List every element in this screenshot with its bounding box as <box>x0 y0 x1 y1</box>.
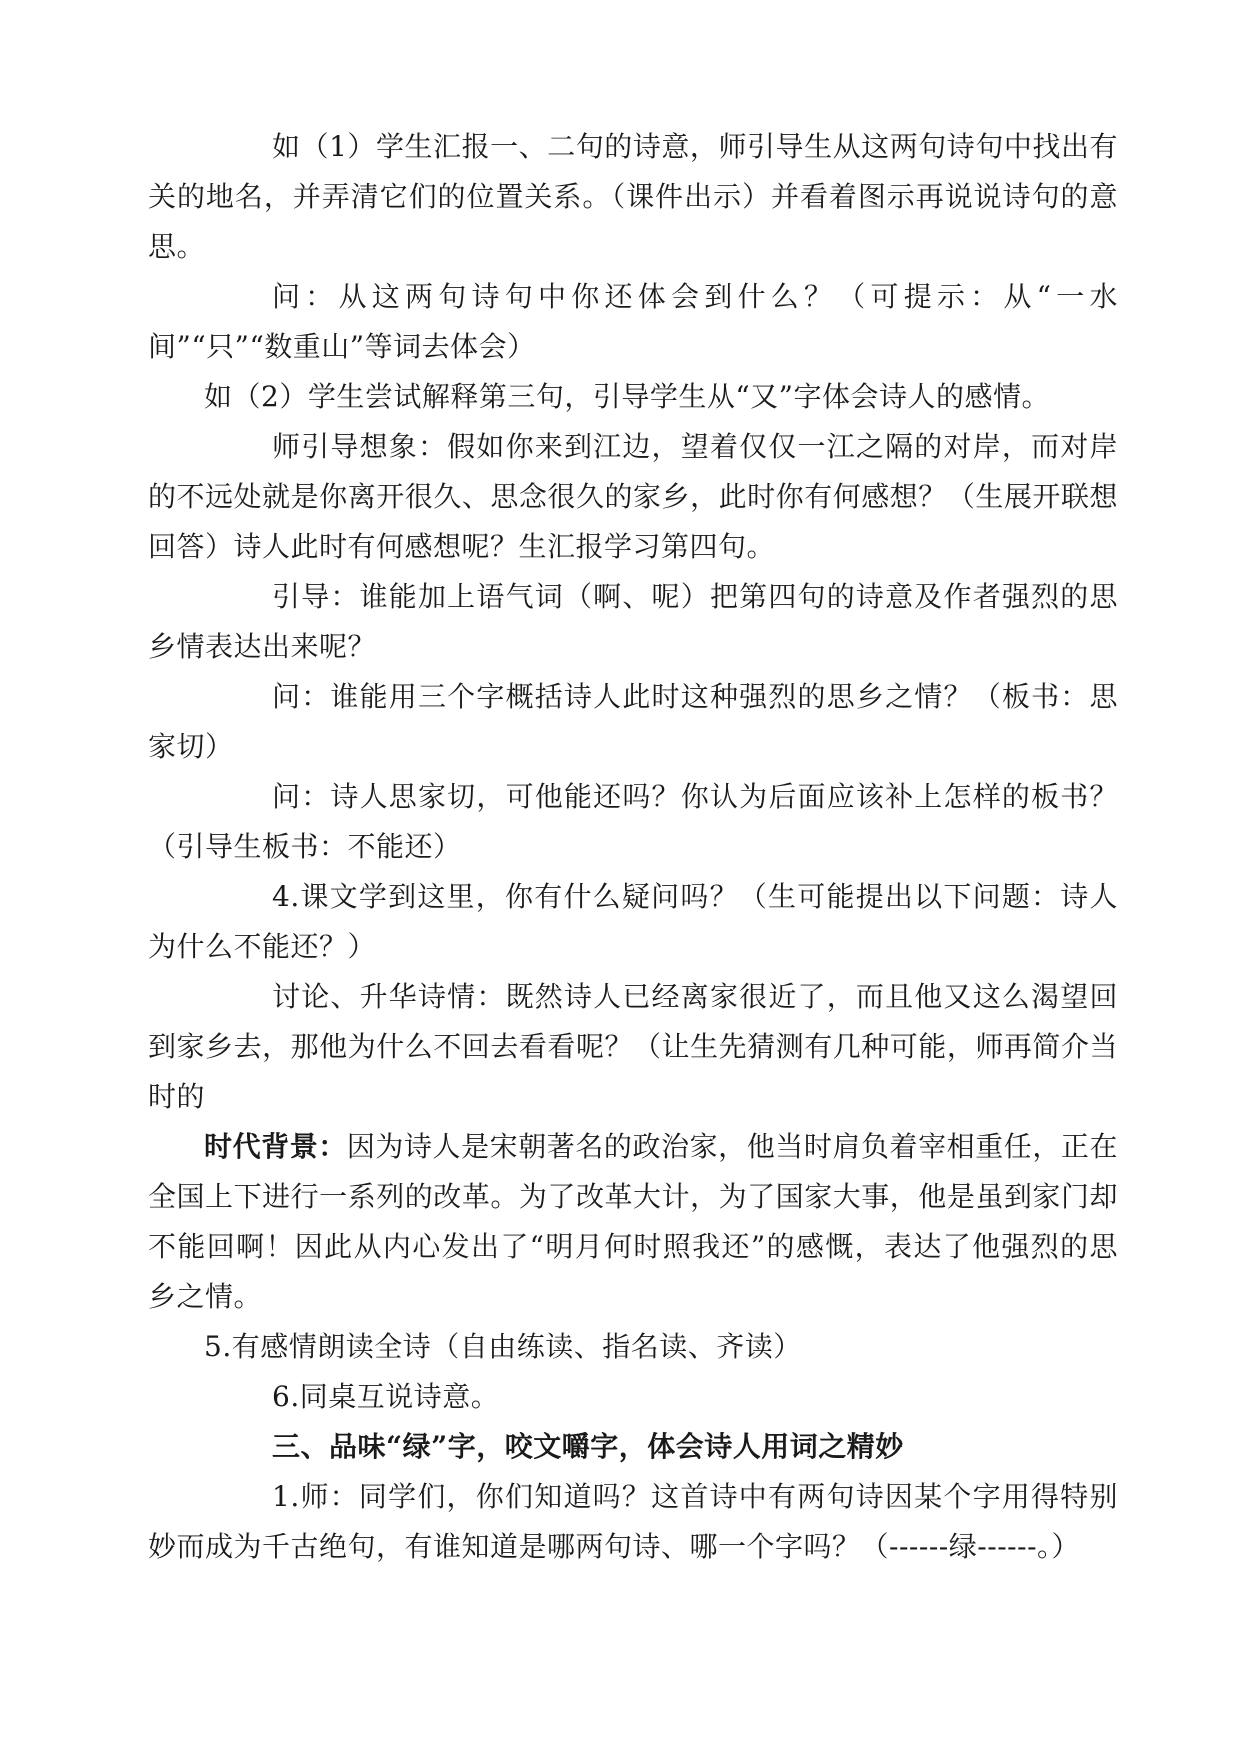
paragraph-4: 师引导想象：假如你来到江边，望着仅仅一江之隔的对岸，而对岸的不远处就是你离开很久、思念很久的家乡，此时你有何感想？（生展开联想回答）诗人此时有何感想呢？生汇报学习第四句。 <box>148 430 1118 563</box>
paragraph-3: 如（2）学生尝试解释第三句，引导学生从“又”字体会诗人的感情。 <box>204 380 1050 413</box>
section-label-background: 时代背景： <box>204 1130 347 1163</box>
paragraph-1: 如（1）学生汇报一、二句的诗意，师引导生从这两句诗句中找出有关的地名，并弄清它们的位置关系。（课件出示）并看着图示再说说诗句的意思。 <box>148 130 1118 263</box>
paragraph-11: 5.有感情朗读全诗（自由练读、指名读、齐读） <box>204 1330 802 1363</box>
paragraph-7: 问：诗人思家切，可他能还吗？你认为后面应该补上怎样的板书？（引导生板书：不能还） <box>148 780 1118 863</box>
paragraph-5: 引导：谁能加上语气词（啊、呢）把第四句的诗意及作者强烈的思乡情表达出来呢？ <box>148 580 1118 663</box>
document-body <box>148 122 1118 1622</box>
paragraph-10: 时代背景：因为诗人是宋朝著名的政治家，他当时肩负着宰相重任，正在全国上下进行一系列的改革。为了改革大计，为了国家大事，他是虽到家门却不能回啊！因此从内心发出了“明月何时照我还”的感慨，表达了他强烈的思乡之情。 <box>148 1130 1118 1313</box>
paragraph-6: 问：谁能用三个字概括诗人此时这种强烈的思乡之情？（板书：思家切） <box>148 680 1118 763</box>
paragraph-9: 讨论、升华诗情：既然诗人已经离家很近了，而且他又这么渴望回到家乡去，那他为什么不回去看看呢？（让生先猜测有几种可能，师再简介当时的 <box>148 980 1118 1113</box>
paragraph-14: 1.师：同学们，你们知道吗？这首诗中有两句诗因某个字用得特别妙而成为千古绝句，有谁知道是哪两句诗、哪一个字吗？（------绿------。） <box>148 1480 1118 1563</box>
section-heading-3: 三、品味“绿”字，咬文嚼字，体会诗人用词之精妙 <box>272 1430 904 1463</box>
paragraph-12: 6.同桌互说诗意。 <box>272 1380 500 1413</box>
paragraph-8: 4.课文学到这里，你有什么疑问吗？（生可能提出以下问题：诗人为什么不能还？） <box>148 880 1118 963</box>
paragraph-2: 问：从这两句诗句中你还体会到什么？（可提示：从“一水间”“只”“数重山”等词去体会） <box>148 280 1118 363</box>
